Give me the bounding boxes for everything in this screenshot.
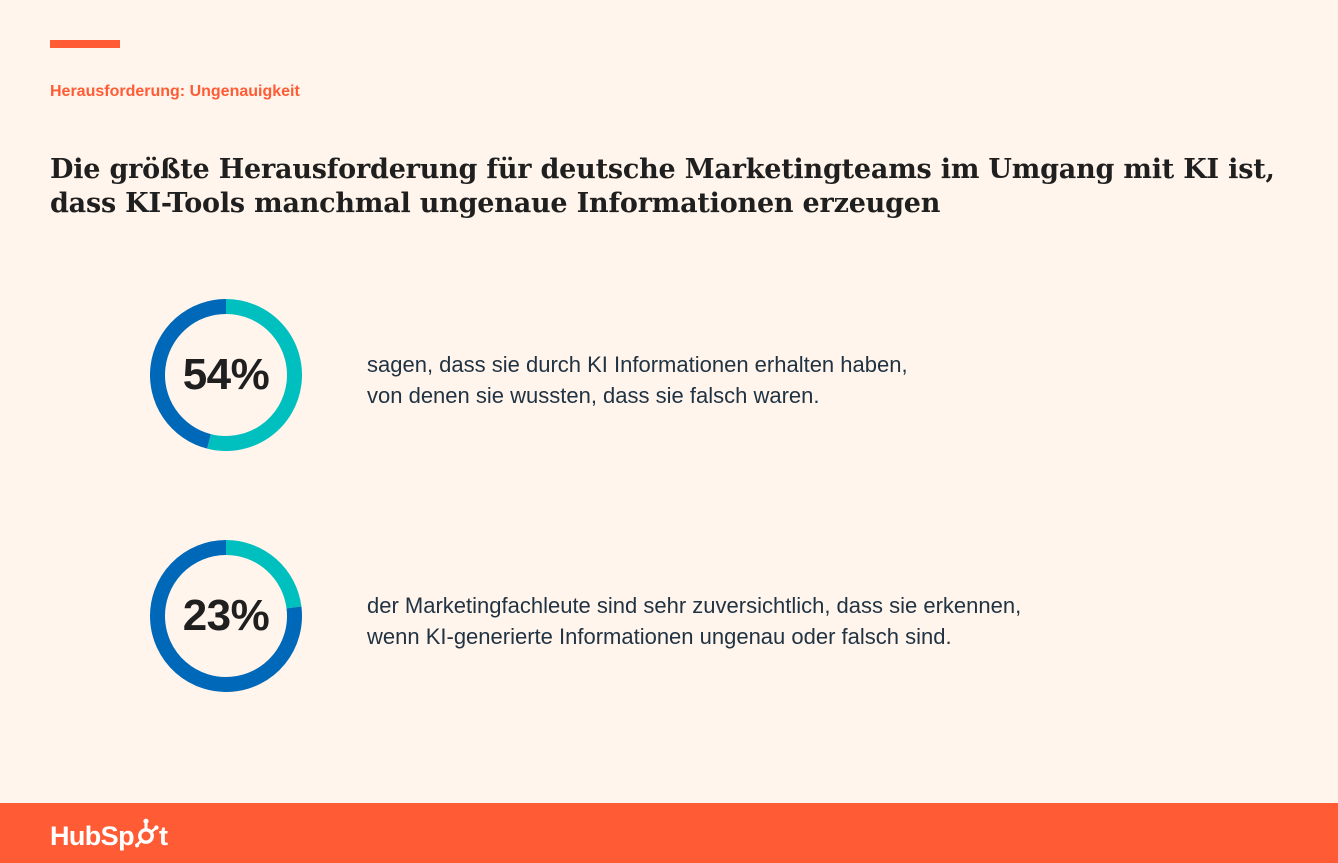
- logo-text-end: t: [159, 820, 168, 851]
- donut-value-label-2: 23%: [182, 591, 270, 640]
- donut-chart-2: [150, 540, 302, 692]
- stat-block-1: [150, 299, 1150, 451]
- donut-value-label-1: 54%: [182, 350, 270, 399]
- logo-text-start: HubSp: [50, 820, 134, 851]
- hubspot-logo[interactable]: [50, 819, 167, 853]
- accent-bar: [50, 40, 120, 48]
- stat-1-text-line-1: sagen, dass sie durch KI Informationen erhalten haben,: [367, 352, 908, 377]
- title-line-2: dass KI-Tools manchmal ungenaue Informationen erzeugen: [50, 188, 941, 219]
- page-title: [50, 153, 1275, 221]
- stat-1-text-line-2: von denen sie wussten, dass sie falsch waren.: [367, 383, 820, 408]
- donut-chart-1: [150, 299, 302, 451]
- stat-description-2: [367, 590, 1021, 652]
- stat-description-1: [367, 349, 908, 411]
- eyebrow-label: Herausforderung: Ungenauigkeit: [50, 83, 300, 100]
- stat-block-2: [150, 540, 1150, 692]
- stat-2-text-line-2: wenn KI-generierte Informationen ungenau oder falsch sind.: [367, 624, 952, 649]
- stat-2-text-line-1: der Marketingfachleute sind sehr zuversichtlich, dass sie erkennen,: [367, 593, 1022, 618]
- sprocket-icon: [135, 818, 159, 855]
- title-line-1: Die größte Herausforderung für deutsche Marketingteams im Umgang mit KI ist,: [50, 154, 1275, 185]
- footer-bar: [0, 803, 1338, 863]
